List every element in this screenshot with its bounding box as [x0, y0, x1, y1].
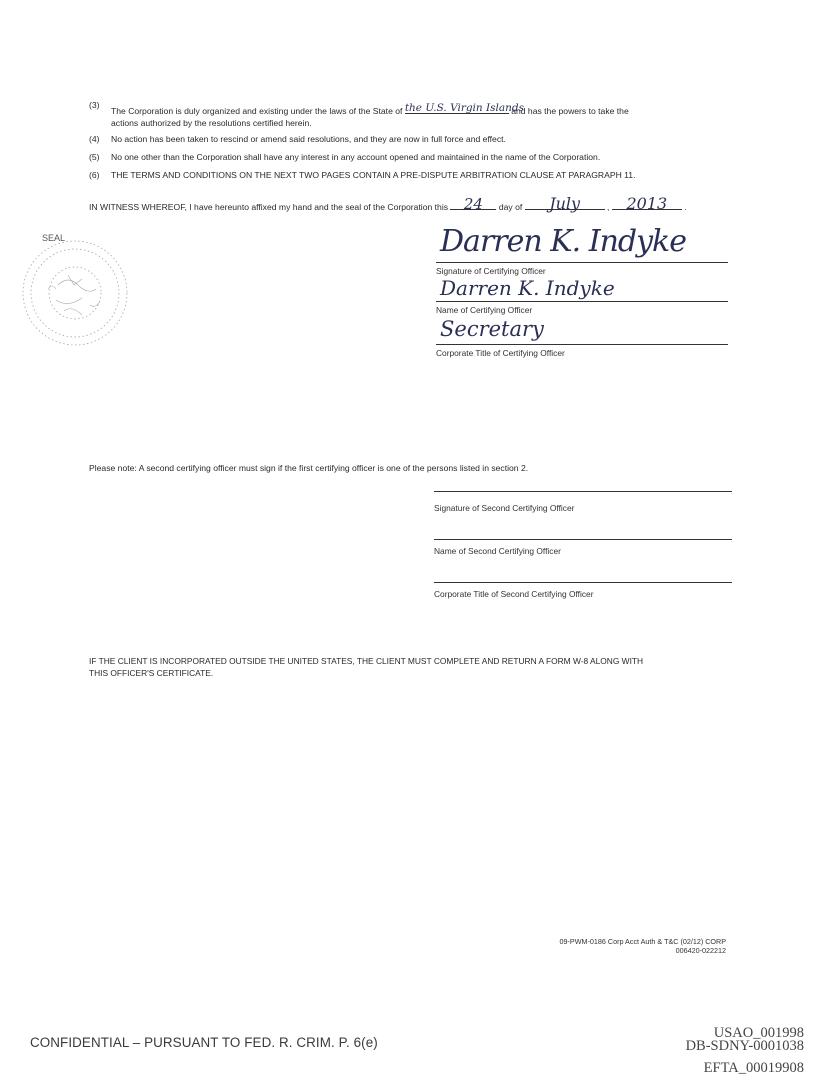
corporate-seal — [18, 225, 133, 355]
second-title-label: Corporate Title of Second Certifying Officer — [434, 589, 594, 599]
paragraph-3 — [89, 99, 789, 128]
bates-usao: USAO_001998 — [713, 1025, 804, 1041]
first-officer-name-value: Darren K. Indyke — [440, 276, 615, 300]
paragraph-number: (4) — [89, 134, 100, 144]
paragraph-6 — [89, 169, 789, 181]
paragraph-text: No one other than the Corporation shall have any interest in any account opened and maintained in the name of the Corporation. — [111, 152, 601, 162]
seal-emboss-icon — [18, 225, 133, 355]
paragraph-number: (6) — [89, 170, 100, 180]
bates-efta: EFTA_00019908 — [703, 1060, 804, 1076]
second-name-label: Name of Second Certifying Officer — [434, 546, 561, 556]
witness-text: IN WITNESS WHEREOF, I have hereunto affixed my hand and the seal of the Corporation this — [89, 202, 449, 212]
first-name-label: Name of Certifying Officer — [436, 305, 533, 315]
state-field[interactable] — [404, 99, 525, 114]
month-handwritten: July — [549, 194, 581, 213]
first-signature-label: Signature of Certifying Officer — [436, 266, 546, 276]
bates-db-sdny: DB-SDNY-0001038 — [685, 1038, 804, 1054]
form-code-line1: 09-PWM-0186 Corp Acct Auth & T&C (02/12) CORP — [559, 937, 726, 946]
first-officer-title-value: Secretary — [440, 317, 544, 341]
paragraph-number: (3) — [89, 100, 100, 110]
paragraph-4 — [89, 133, 789, 145]
paragraph-text: No action has been taken to rescind or amend said resolutions, and they are now in full force and effect. — [111, 134, 506, 144]
paragraph-number: (5) — [89, 152, 100, 162]
year-handwritten: 2013 — [626, 194, 668, 213]
paragraph-5 — [89, 151, 789, 163]
w8-notice-line2: THIS OFFICER'S CERTIFICATE. — [89, 668, 214, 678]
state-handwritten: the U.S. Virgin Islands — [404, 102, 525, 114]
first-signature-line[interactable] — [436, 262, 728, 263]
first-signature: Darren K. Indyke — [440, 224, 686, 259]
second-officer-note: Please note: A second certifying officer must sign if the first certifying officer is one of the persons listed in section 2. — [89, 463, 529, 473]
paragraph-text: The Corporation is duly organized and existing under the laws of the State of — [111, 106, 403, 116]
paragraph-text: THE TERMS AND CONDITIONS ON THE NEXT TWO PAGES CONTAIN A PRE-DISPUTE ARBITRATION CLAUSE AT PARAGRAPH 11. — [111, 170, 636, 180]
year-field[interactable] — [612, 194, 682, 213]
confidential-notice: CONFIDENTIAL – PURSUANT TO FED. R. CRIM. P. 6(e) — [30, 1035, 378, 1050]
second-signature-label: Signature of Second Certifying Officer — [434, 503, 575, 513]
day-field[interactable] — [450, 195, 496, 213]
w8-notice — [89, 655, 799, 679]
paragraph-text-after: and has the powers to take the — [511, 106, 629, 116]
w8-notice-line1: IF THE CLIENT IS INCORPORATED OUTSIDE THE UNITED STATES, THE CLIENT MUST COMPLETE AND RETURN A FORM W-8 ALONG WITH — [89, 656, 644, 666]
day-handwritten: 24 — [463, 195, 483, 213]
day-of-label: day of — [498, 202, 523, 212]
first-name-line[interactable] — [436, 301, 728, 302]
second-name-line[interactable] — [434, 539, 732, 540]
second-signature-line[interactable] — [434, 491, 732, 492]
month-field[interactable] — [525, 194, 605, 213]
first-title-label: Corporate Title of Certifying Officer — [436, 348, 565, 358]
first-title-line[interactable] — [436, 344, 728, 345]
second-title-line[interactable] — [434, 582, 732, 583]
seal-label: SEAL — [42, 233, 66, 243]
form-code-line2: 006420-022212 — [675, 946, 726, 955]
bates-stamp — [560, 1027, 804, 1075]
witness-line: IN WITNESS WHEREOF, I have hereunto affixed my hand and the seal of the Corporation this 24 day of July , 2013 . — [89, 194, 687, 213]
form-code — [420, 937, 726, 955]
paragraph-text-line2: actions authorized by the resolutions certified herein. — [111, 118, 312, 128]
